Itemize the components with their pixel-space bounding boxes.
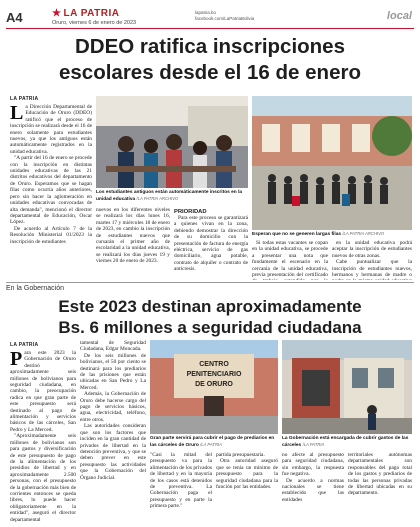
caption-text: Esperan que no se generen largas filas — [252, 232, 342, 237]
page-number: A4 — [6, 10, 23, 25]
paragraph: Además, la Gobernación de Oruro debe hacerse cargo del pago de servicios básicos, agua, electricidad, teléfono, entre otros. — [80, 391, 146, 423]
contact-facebook: facebook.com/LaPatriaBolivia — [195, 15, 255, 21]
article2-column-1 — [10, 350, 76, 522]
paragraph: a Dirección Departamental de Educación de Oruro (DDEO) ratificó que el proceso de inscripción se realizará desde el 16 de enero solamente para estudiantes nuevos, ya que los antiguos están automáticamente registrados en la unidad educativa. — [10, 104, 92, 155]
article2-headline-line1: Este 2023 destinan aproximadamente — [58, 297, 362, 316]
students-photo — [96, 96, 248, 188]
paragraph: partida presupuestaria. — [216, 452, 265, 458]
paragraph: De los seis millones de bolivianos, el 50 por ciento se destinará para los prediarios de las prisiones que están ubicadas en San Pedro y La Merced. — [80, 352, 146, 391]
queue-photo — [252, 96, 412, 230]
paragraph: tamental de Seguridad Ciudadana, Edgar Moncada. — [80, 340, 146, 353]
prison-sign-line3: DE ORURO — [195, 381, 233, 388]
paragraph: territoriales autónomas departamentales son responsables del pago total de los gastos y prediarios de todas las personas privadas de libertad ubicadas en su departamento. — [348, 452, 412, 497]
paragraph: "Casi la mitad del presupuesto va para la alimentación de los privados de libertad y en la mayoría de los casos está detenidos de preventiva. La Gobernación paga el presupuesto y en parte la primera parte." — [150, 452, 212, 510]
prison-sign-line1: CENTRO — [199, 361, 229, 368]
paragraph: Para este proceso se garantizará a quienes vivan en la zona, debiendo demostrar la dirección de su domicilio con la presentación de factura de energía eléctrica, servicio de gas domiciliario, agua potable, contrato de alquiler o contrato de anticresis. — [174, 215, 248, 273]
caption-text: Los estudiantes antiguos están automáticamente inscritos en la unidad educativa — [96, 190, 243, 202]
article1-byline: LA PATRIA — [10, 96, 39, 102]
dateline: Oruro, viernes 6 de enero de 2023 — [52, 20, 137, 26]
article1-headline-line1: DDEO ratifica inscripciones — [74, 35, 345, 58]
logo-text: LA PATRIA — [63, 8, 120, 19]
article2-column-5 — [282, 452, 344, 522]
dropcap: P — [10, 350, 23, 370]
prison-entrance-illustration — [282, 340, 412, 434]
photo-credit: /LA PATRIA — [200, 442, 222, 447]
dropcap: L — [10, 104, 24, 124]
queue-illustration — [252, 96, 412, 230]
article2-column-3 — [150, 452, 212, 522]
paragraph: Cabe puntualizar que la inscripción de estudiantes nuevos, hermanos y hermanas de madre o — [332, 259, 412, 279]
paragraph: De acuerdo a normas nacionales se tiene establecido que las entidades — [282, 477, 344, 503]
article-divider — [6, 282, 414, 283]
prison-photo — [150, 340, 278, 434]
photo-credit: /LA PATRIA ARCHIVO — [342, 231, 385, 236]
prison-photo-caption — [150, 436, 278, 449]
prison-sign-line2: PENITENCIARIO — [186, 371, 242, 378]
queue-photo-caption — [252, 231, 412, 238]
paragraph: "Aproximadamente seis millones de bolivianos son para gastos y diversificación de este presupuesto de pago de la alimentación de los presidios de libertad y en aproximadamente 2.500 personas, con el presupuesto de la gobernación más bien de corrientes entonces se queda libres, lo puede hacer obligatoriamente en la entidad", aseguró el director departamental — [10, 433, 76, 522]
article1-column-2a — [96, 207, 170, 279]
caption-text: La Gobernación está encargada de cubrir gastos de las cárceles — [282, 436, 409, 448]
article1-column-2b — [174, 207, 248, 279]
subheading: PRIORIDAD — [174, 209, 207, 215]
article2-column-4 — [216, 452, 278, 522]
contact-info — [195, 10, 254, 21]
article1-headline-line2: escolares desde el 16 de enero — [59, 61, 361, 84]
paragraph: Otra autoridad aseguró que se tenía un mínimo de presupuesto para la seguridad ciudadana para la función por las entidades. — [216, 458, 278, 491]
prison-entrance-caption — [282, 436, 412, 449]
contact-website: lapatria.bo — [195, 10, 217, 15]
prison-entrance-photo — [282, 340, 412, 434]
paragraph: en la unidad educativa podrá aceptar la inscripción de estudiantes nuevos de otras zonas. — [332, 240, 412, 259]
paragraph: Si todas estas vacantes se copan en la unidad educativa, se procede a presentar una nota que fundamente el escenario en la cercanía de la unidad educativa, previa presentación del certificado — [252, 240, 328, 279]
article2-column-2 — [80, 340, 146, 522]
article2-byline: LA PATRIA — [10, 342, 39, 348]
paragraph: "A partir del 16 de enero se procede con la inscripción en distintas unidades educativas de las 21 distritos educativos del departamento de Oruro. Esperamos que se hagan filas como ocurría años anteriores, pero sin hacer la aglomeración en unidades educativas convocadas de alta demanda", mencionó el director departamental de Educación, Oscar López. — [10, 155, 92, 226]
photo-credit: /LA PATRIA — [302, 442, 325, 447]
prison-illustration — [150, 340, 278, 434]
article2-kicker: En la Gobernación — [6, 285, 64, 292]
newspaper-logo — [52, 8, 119, 19]
star-icon: ★ — [52, 8, 62, 19]
article1-column-3 — [252, 240, 328, 280]
paragraph: no afecte al presupuesto para seguridad ciudadana, sin embargo, la respuesta fue negativa. — [282, 452, 344, 478]
article2-headline-line2: Bs. 6 millones a seguridad ciudadana — [58, 318, 362, 337]
article1-column-4 — [332, 240, 412, 280]
students-illustration — [96, 96, 248, 188]
article2-column-6 — [348, 452, 412, 522]
paragraph: ara este 2023 la Gobernación de Oruro destinó aproximadamente seis millones de bolivianos para seguridad ciudadana, en cambio, la preocupación radica en que gran parte de este presupuesto será destinado al pago de alimentación y servicios básicos de las cárceles, San Pedro y La Merced. — [10, 350, 76, 433]
caption-text: Gran parte servirá para cubrir el pago de prediarios en las cárceles de Oruro — [150, 436, 275, 448]
section-label: local — [386, 10, 412, 22]
masthead-divider — [6, 28, 414, 29]
article1-column-1 — [10, 104, 92, 276]
paragraph: De acuerdo al Artículo 7 de la Resolución Ministerial 01/2023 la inscripción de estudiantes — [10, 225, 92, 245]
paragraph: nuevos en los diferentes niveles se realizará los días lunes 16, martes 17 y miércoles 18 de enero de 2023, en cambio la inscripción de estudiantes nuevos que cursarán el primer año de escolaridad a la unidad educativa, se realizará los días jueves 19 y viernes 20 de enero de 2023. — [96, 207, 170, 265]
photo-credit: /LA PATRIA ARCHIVO — [136, 196, 179, 201]
masthead — [0, 0, 420, 30]
paragraph: Las autoridades consideran que son los factores que inciden en la gran cantidad de privados de libertad en la detención preventiva, y que se deben prever en este presupuesto las actividades que la Gobernación del Órgano Judicial. — [80, 423, 146, 481]
students-photo-caption — [96, 190, 248, 203]
